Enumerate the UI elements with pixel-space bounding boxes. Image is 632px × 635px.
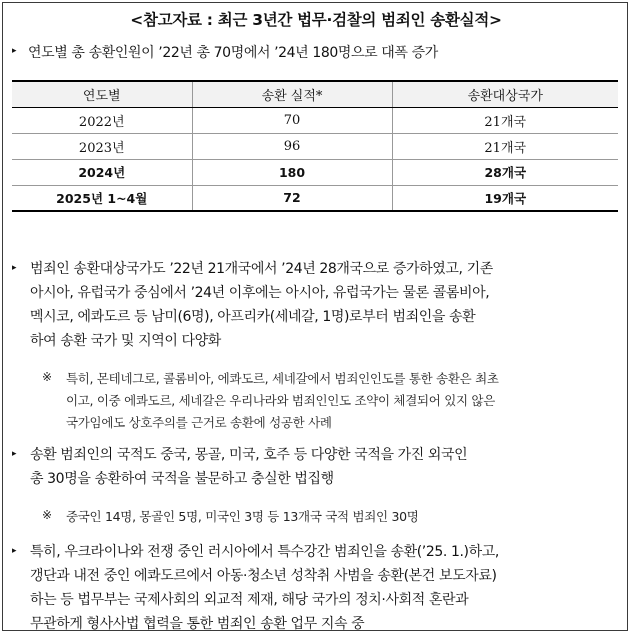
count-cell: 70 xyxy=(192,107,392,133)
note1-line: 국가임에도 상호주의를 근거로 송환에 성공한 사례 xyxy=(66,415,332,430)
para2-line: 송환 범죄인의 국적도 중국, 몽골, 미국, 호주 등 다양한 국적을 가진 외국인 xyxy=(30,447,468,463)
bullet-icon: ▸ xyxy=(12,263,17,273)
table-header-row xyxy=(12,81,618,107)
para1-line: 범죄인 송환대상국가도 ’22년 21개국에서 ’24년 28개국으로 증가하였고, 기존 xyxy=(30,261,493,277)
year-cell: 2024년 xyxy=(12,159,192,185)
para1-line: 멕시코, 에콰도르 등 남미(6명), 아프리카(세네갈, 1명)로부터 범죄인을 송환 xyxy=(30,309,476,325)
column-header: 송환 실적* xyxy=(192,81,392,107)
bullet-icon: ▸ xyxy=(12,449,17,459)
count-cell: 72 xyxy=(192,185,392,211)
bullet-icon: ▸ xyxy=(12,46,17,56)
para1-line: 하여 송환 국가 및 지역이 다양화 xyxy=(30,333,221,349)
para3-line: 갱단과 내전 중인 에콰도르에서 아동·청소년 성착취 사범을 송환(본건 보도자료) xyxy=(30,568,497,584)
year-cell: 2023년 xyxy=(12,133,192,159)
countries-cell: 19개국 xyxy=(392,185,618,211)
repatriation-table xyxy=(12,80,618,212)
para1-line: 아시아, 유럽국가 중심에서 ’24년 이후에는 아시아, 유럽국가는 물론 콜롬비아, xyxy=(30,285,490,301)
table-row xyxy=(12,133,618,159)
table-row xyxy=(12,159,618,185)
count-cell: 96 xyxy=(192,133,392,159)
note-mark-icon: ※ xyxy=(42,370,53,384)
para3-line: 무관하게 형사사법 협력을 통한 범죄인 송환 업무 지속 중 xyxy=(30,616,365,632)
year-cell: 2022년 xyxy=(12,107,192,133)
table-row xyxy=(12,185,618,211)
countries-cell: 28개국 xyxy=(392,159,618,185)
para3-line: 특히, 우크라이나와 전쟁 중인 러시아에서 특수강간 범죄인을 송환(’25. 1.)하고, xyxy=(30,544,499,560)
column-header: 연도별 xyxy=(12,81,192,107)
page-title: <참고자료 : 최근 3년간 법무·검찰의 범죄인 송환실적> xyxy=(130,11,502,29)
bullet-icon: ▸ xyxy=(12,546,17,556)
countries-cell: 21개국 xyxy=(392,133,618,159)
note2-text: 중국인 14명, 몽골인 5명, 미국인 3명 등 13개국 국적 범죄인 30명 xyxy=(66,509,419,524)
note1-line: 특히, 몬테네그로, 콜롬비아, 에콰도르, 세네갈에서 범죄인인도를 통한 송환은 최초 xyxy=(66,371,499,386)
count-cell: 180 xyxy=(192,159,392,185)
para3-line: 하는 등 법무부는 국제사회의 외교적 제재, 해당 국가의 정치·사회적 혼란과 xyxy=(30,592,469,608)
countries-cell: 21개국 xyxy=(392,107,618,133)
table-row xyxy=(12,107,618,133)
note1-line: 이고, 이중 에콰도르, 세네갈은 우리나라와 범죄인인도 조약이 체결되어 있지 않은 xyxy=(66,393,495,408)
year-cell: 2025년 1~4월 xyxy=(12,185,192,211)
intro-text: 연도별 총 송환인원이 ’22년 총 70명에서 ’24년 180명으로 대폭 증가 xyxy=(28,45,438,61)
note-mark-icon: ※ xyxy=(42,508,53,522)
para2-line: 총 30명을 송환하여 국적을 불문하고 충실한 법집행 xyxy=(30,471,334,487)
column-header: 송환대상국가 xyxy=(392,81,618,107)
